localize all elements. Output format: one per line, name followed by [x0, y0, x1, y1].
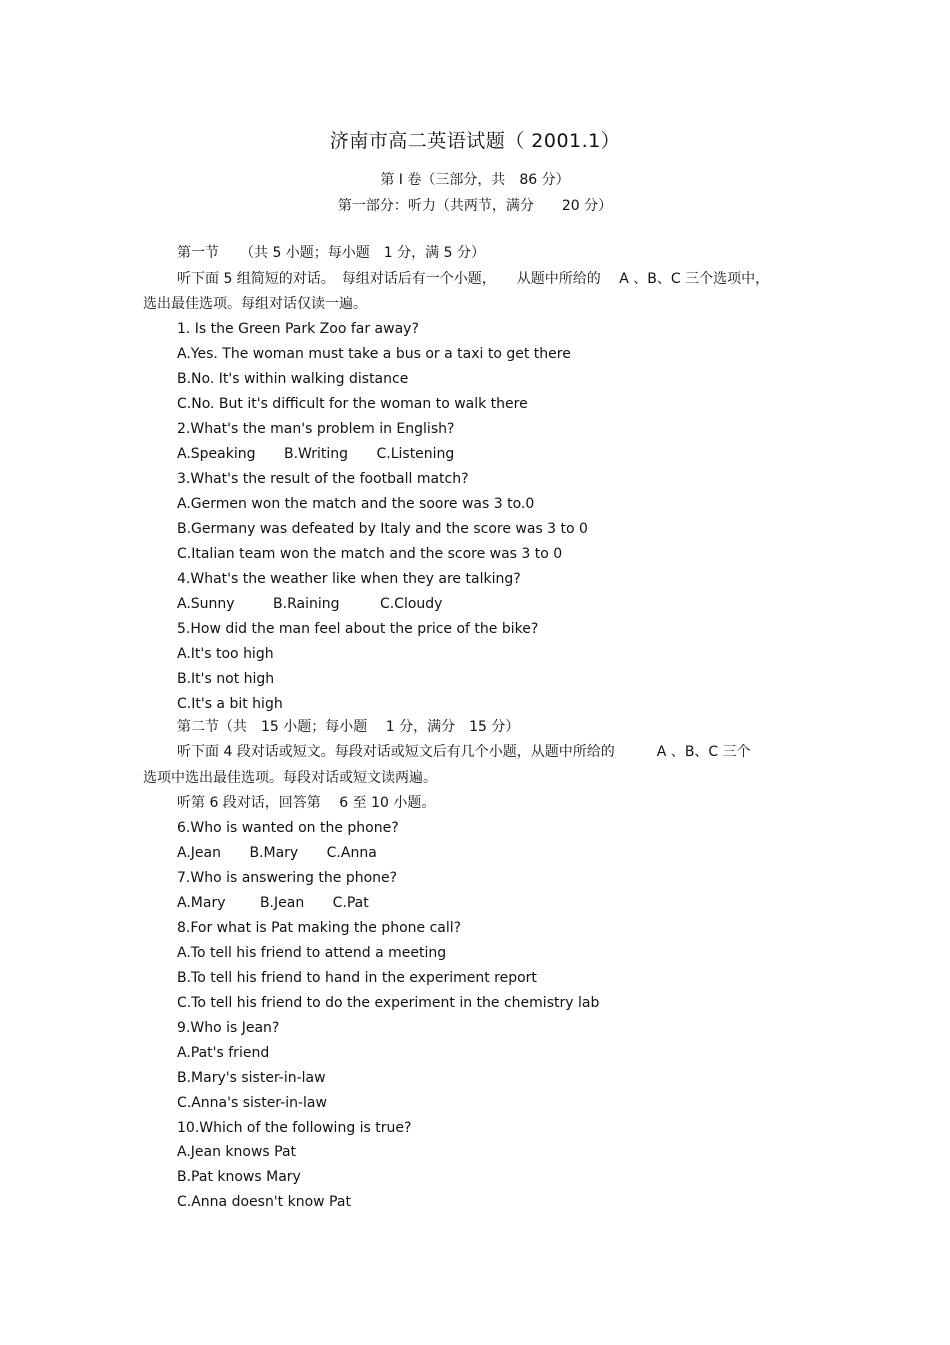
q1-option-a: A.Yes. The woman must take a bus or a taxi to get there [177, 346, 571, 362]
q4-option-c: C.Cloudy [379, 596, 443, 612]
q10-option-c: C.Anna doesn't know Pat [177, 1194, 351, 1210]
section1-heading: 第一节 （共 5 小题；每小题 1 分，满 5 分） [177, 245, 485, 261]
q3-option-c: C.Italian team won the match and the score was 3 to 0 [177, 546, 563, 562]
q2-options [177, 445, 454, 463]
q4-option-a: A.Sunny [177, 596, 235, 612]
q4-question: 4.What's the weather like when they are talking? [177, 571, 521, 587]
q8-option-c: C.To tell his friend to do the experiment in the chemistry lab [177, 995, 600, 1011]
q8-option-b: B.To tell his friend to hand in the experiment report [177, 970, 537, 986]
q2-question: 2.What's the man's problem in English? [177, 421, 455, 437]
q8-option-a: A.To tell his friend to attend a meeting [177, 945, 447, 961]
volume-heading: 第 Ⅰ 卷（三部分，共 86 分） [380, 172, 570, 188]
q6-option-a: A.Jean [177, 845, 221, 861]
q9-question: 9.Who is Jean? [177, 1020, 280, 1036]
part-heading: 第一部分：听力（共两节，满分 20 分） [337, 198, 613, 214]
q3-option-a: A.Germen won the match and the soore was 3 to.0 [177, 496, 535, 512]
q7-option-c: C.Pat [332, 895, 369, 911]
q6-option-c: C.Anna [326, 845, 377, 861]
q3-option-b: B.Germany was defeated by Italy and the score was 3 to 0 [177, 521, 588, 537]
exam-title: 济南市高二英语试题（ 2001.1） [329, 130, 621, 152]
q5-option-b: B.It's not high [177, 671, 275, 687]
q1-option-c: C.No. But it's difficult for the woman to walk there [177, 396, 528, 412]
section1-instruction: 听下面 5 组简短的对话。 每组对话后有一个小题， 从题中所给的 A 、B、C 三个选项中， [177, 271, 770, 287]
q10-question: 10.Which of the following is true? [177, 1120, 412, 1136]
q9-option-a: A.Pat's friend [177, 1045, 270, 1061]
q8-question: 8.For what is Pat making the phone call? [177, 920, 462, 936]
section2-instruction-cont: 选项中选出最佳选项。每段对话或短文读两遍。 [143, 770, 437, 786]
q7-options [177, 894, 369, 912]
q6-question: 6.Who is wanted on the phone? [177, 820, 399, 836]
q6-option-b: B.Mary [249, 845, 299, 861]
q7-option-a: A.Mary [177, 895, 226, 911]
q2-option-b: B.Writing [283, 446, 349, 462]
q1-option-b: B.No. It's within walking distance [177, 371, 409, 387]
q9-option-b: B.Mary's sister-in-law [177, 1070, 326, 1086]
dialogue6-instruction: 听第 6 段对话，回答第 6 至 10 小题。 [177, 795, 436, 811]
q6-options [177, 844, 377, 862]
q9-option-c: C.Anna's sister-in-law [177, 1095, 327, 1111]
q3-question: 3.What's the result of the football match? [177, 471, 469, 487]
section2-heading: 第二节（共 15 小题；每小题 1 分，满分 15 分） [177, 719, 520, 735]
section2-instruction: 听下面 4 段对话或短文。每段对话或短文后有几个小题，从题中所给的 A 、B、C 三个 [177, 744, 751, 760]
q10-option-a: A.Jean knows Pat [177, 1144, 297, 1160]
q5-option-c: C.It's a bit high [177, 696, 283, 712]
q2-option-a: A.Speaking [177, 446, 256, 462]
q2-option-c: C.Listening [376, 446, 455, 462]
section1-instruction-cont: 选出最佳选项。每组对话仅读一遍。 [143, 296, 367, 312]
q10-option-b: B.Pat knows Mary [177, 1169, 301, 1185]
q7-option-b: B.Jean [259, 895, 305, 911]
q5-question: 5.How did the man feel about the price of the bike? [177, 621, 539, 637]
q7-question: 7.Who is answering the phone? [177, 870, 398, 886]
q4-options [177, 595, 442, 613]
q4-option-b: B.Raining [273, 596, 340, 612]
q1-question: 1. Is the Green Park Zoo far away? [177, 321, 419, 337]
q5-option-a: A.It's too high [177, 646, 274, 662]
